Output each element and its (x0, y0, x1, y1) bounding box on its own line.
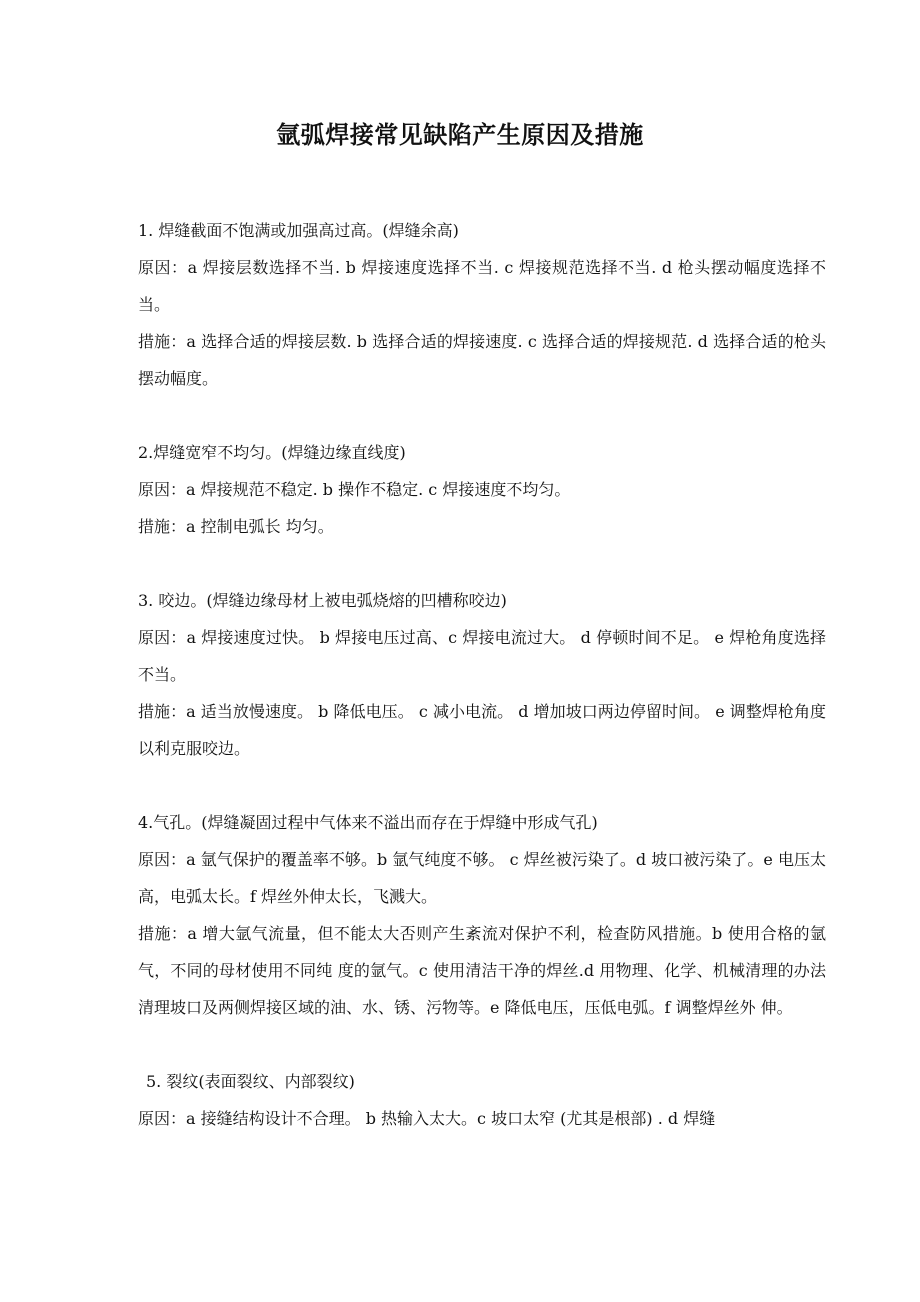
section-heading: 5. 裂纹(表面裂纹、内部裂纹) (146, 1072, 355, 1091)
section-2 (138, 434, 826, 545)
section-3 (138, 582, 826, 767)
section-heading: 4.气孔。(焊缝凝固过程中气体来不溢出而存在于焊缝中形成气孔) (138, 813, 598, 832)
document-title: 氩弧焊接常见缺陷产生原因及措施 (276, 120, 644, 149)
section-4 (138, 804, 826, 1026)
document-body (138, 212, 826, 1174)
section-heading: 2.焊缝宽窄不均匀。(焊缝边缘直线度) (138, 443, 406, 462)
section-cause: 原因：a 氩气保护的覆盖率不够。b 氩气纯度不够。 c 焊丝被污染了。d 坡口被污染了。e 电压太高，电弧太长。f 焊丝外伸太长，飞溅大。 (138, 850, 826, 906)
section-cause: 原因：a 焊接速度过快。 b 焊接电压过高、c 焊接电流过大。 d 停顿时间不足。 e 焊枪角度选择不当。 (138, 628, 826, 684)
section-measure: 措施：a 选择合适的焊接层数. b 选择合适的焊接速度. c 选择合适的焊接规范. d 选择合适的枪头摆动幅度。 (138, 332, 826, 388)
section-5 (138, 1063, 826, 1137)
section-measure: 措施：a 增大氩气流量，但不能太大否则产生紊流对保护不利，检查防风措施。b 使用合格的氩气，不同的母材使用不同纯 度的氩气。c 使用清洁干净的焊丝.d 用物理、化学、机械清理的办法清理坡口及两侧焊接区域的油、水、锈、污物等。e 降低电压，压低电弧。f 调整焊丝外 伸。 (138, 924, 826, 1017)
section-heading: 3. 咬边。(焊缝边缘母材上被电弧烧熔的凹槽称咬边) (138, 591, 507, 610)
section-1 (138, 212, 826, 397)
section-measure: 措施：a 适当放慢速度。 b 降低电压。 c 减小电流。 d 增加坡口两边停留时间。 e 调整焊枪角度以利克服咬边。 (138, 702, 826, 758)
section-heading: 1. 焊缝截面不饱满或加强高过高。(焊缝余高) (138, 221, 459, 240)
section-cause: 原因：a 接缝结构设计不合理。 b 热输入太大。c 坡口太窄 (尤其是根部) . d 焊缝 (138, 1109, 716, 1128)
section-cause: 原因：a 焊接规范不稳定. b 操作不稳定. c 焊接速度不均匀。 (138, 480, 571, 499)
section-measure: 措施：a 控制电弧长 均匀。 (138, 517, 334, 536)
section-cause: 原因：a 焊接层数选择不当. b 焊接速度选择不当. c 焊接规范选择不当. d 枪头摆动幅度选择不当。 (138, 258, 826, 314)
